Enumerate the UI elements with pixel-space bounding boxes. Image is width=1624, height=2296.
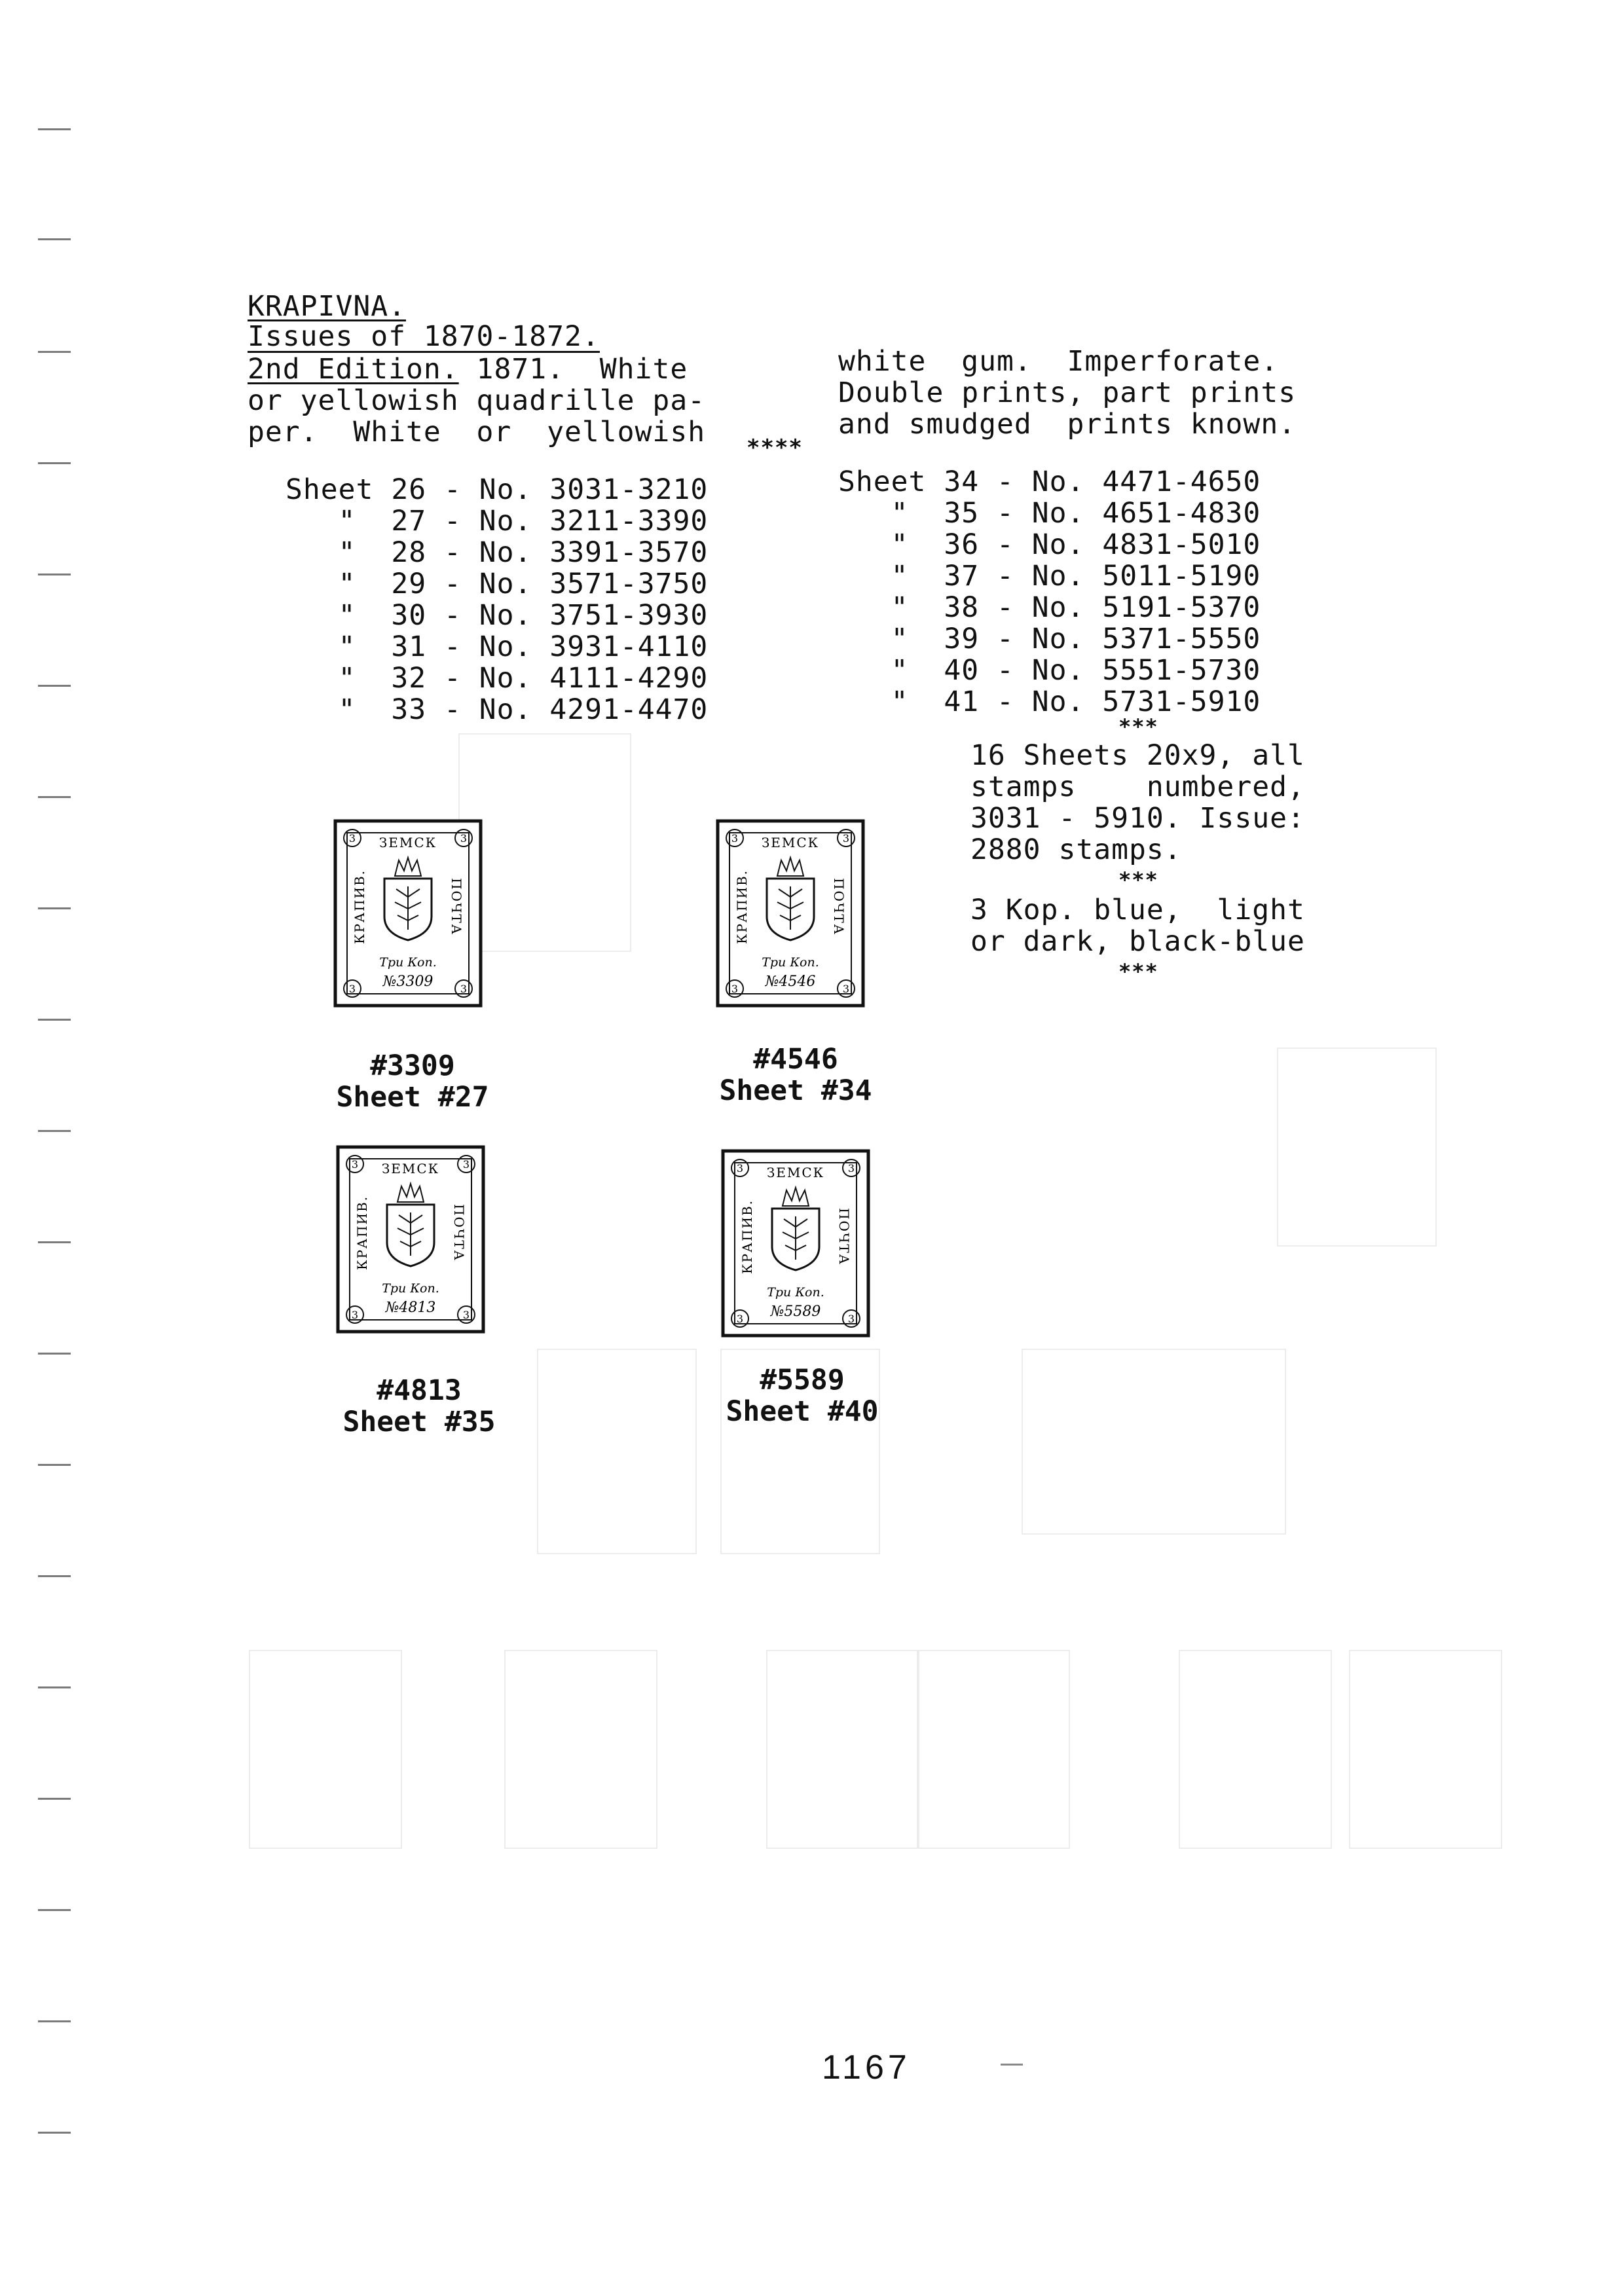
stamp-svg [333,818,483,1008]
stamp-right-text: ПОЧТА [449,878,464,936]
margin-tick [38,1464,71,1466]
margin-tick [38,1019,71,1021]
stamp-sheet: Sheet #40 [726,1395,879,1428]
corner-digit: 3 [842,832,850,845]
sheet-row: " 28 - No. 3391-3570 [286,536,709,569]
sheet-row: " 41 - No. 5731-5910 [838,685,1261,718]
summary-line: 3031 - 5910. Issue: [970,802,1305,835]
stamp-image-3 [335,1144,486,1337]
stamp-top-text: ЗЕМСК [761,835,820,850]
margin-tick [38,1798,71,1800]
ghost-stamp [917,1650,1070,1849]
ghost-stamp [766,1650,919,1849]
stamp-svg [335,1144,486,1334]
ghost-stamp [1277,1048,1437,1247]
stamp-number: #4546 [753,1043,838,1076]
sheet-list-right [838,466,1261,718]
page-title: KRAPIVNA. [248,290,406,323]
corner-digit: 3 [351,1158,359,1171]
summary-line: stamps numbered, [970,771,1305,803]
margin-tick [38,2020,71,2022]
stamp-left-text: КРАПИВ. [734,869,750,945]
stamp-value-text: Три Коп. [762,955,819,970]
corner-digit: 3 [348,832,356,845]
stamp-value-text: Три Коп. [379,955,437,970]
edition-label: 2nd Edition. [248,353,459,386]
corner-digit: 3 [731,832,739,845]
margin-tick [38,574,71,575]
sheet-row: " 30 - No. 3751-3930 [286,599,709,632]
margin-tick [38,1130,71,1132]
margin-tick [38,2132,71,2134]
sheet-row: " 38 - No. 5191-5370 [838,591,1261,624]
corner-digit: 3 [460,832,468,845]
summary-line: 16 Sheets 20x9, all [970,739,1305,772]
margin-tick [38,128,71,130]
stamp-handwritten-number: №4546 [765,974,816,990]
corner-digit: 3 [460,983,468,995]
stamp-handwritten-number: №3309 [382,974,434,990]
desc-right-3: and smudged prints known. [838,408,1297,441]
color-note [970,894,1305,957]
color-line: or dark, black-blue [970,925,1305,958]
margin-tick [38,685,71,687]
stamp-left-text: КРАПИВ. [354,1195,370,1271]
stamp-image-2 [715,818,866,1011]
page-dash [1001,2064,1023,2066]
stamp-handwritten-number: №4813 [385,1300,436,1316]
stamp-number: #5589 [760,1364,845,1396]
margin-tick [38,351,71,353]
ghost-stamp [1022,1349,1286,1535]
ghost-stamp [1349,1650,1502,1849]
stamp-value-text: Три Коп. [767,1285,824,1300]
margin-tick [38,907,71,909]
stamp-top-text: ЗЕМСК [378,835,437,850]
separator-stars: *** [1118,959,1158,984]
margin-tick [38,796,71,798]
ghost-stamp [458,733,631,952]
stamp-sheet: Sheet #34 [719,1074,872,1107]
margin-tick [38,1575,71,1577]
separator-stars: **** [747,435,803,461]
stamp-svg [715,818,866,1008]
stamp-left-text: КРАПИВ. [739,1199,755,1275]
stamp-right-text: ПОЧТА [831,878,847,936]
sheet-row: " 39 - No. 5371-5550 [838,623,1261,655]
color-line: 3 Kop. blue, light [970,894,1305,926]
stamp-right-text: ПОЧТА [836,1208,852,1266]
stamp-top-text: ЗЕМСК [381,1161,440,1176]
corner-digit: 3 [736,1313,744,1325]
stamp-right-text: ПОЧТА [451,1204,467,1262]
stamp-svg [720,1148,871,1338]
margin-tick [38,1241,71,1243]
summary-block [970,740,1305,866]
sheet-row: " 40 - No. 5551-5730 [838,654,1261,687]
margin-tick [38,1686,71,1688]
stamp-sheet: Sheet #35 [342,1406,496,1438]
ghost-stamp [504,1650,657,1849]
separator-stars: *** [1118,714,1158,739]
margin-tick [38,238,71,240]
corner-digit: 3 [731,983,739,995]
corner-digit: 3 [462,1309,470,1321]
sheet-row: " 32 - No. 4111-4290 [286,662,709,695]
ghost-stamp [537,1349,697,1554]
stamp-number: #3309 [370,1049,455,1082]
desc-right-1: white gum. Imperforate. [838,345,1279,378]
separator-stars: *** [1118,867,1158,892]
stamp-image-4 [720,1148,871,1341]
summary-line: 2880 stamps. [970,833,1182,866]
sheet-row: " 31 - No. 3931-4110 [286,630,709,663]
edition-line [248,354,688,385]
page-number: 1167 [822,2049,911,2086]
margin-tick [38,1353,71,1355]
stamp-sheet: Sheet #27 [336,1081,489,1114]
corner-digit: 3 [351,1309,359,1321]
ghost-stamp [1179,1650,1332,1849]
desc-line-3: per. White or yellowish [248,416,706,448]
sheet-row: " 36 - No. 4831-5010 [838,528,1261,561]
edition-desc: 1871. White [458,353,688,386]
stamp-number: #4813 [377,1374,462,1407]
corner-digit: 3 [847,1162,855,1175]
stamp-top-text: ЗЕМСК [766,1165,825,1180]
issues-line: Issues of 1870-1872. [248,320,600,353]
sheet-row: Sheet 34 - No. 4471-4650 [838,465,1261,498]
sheet-row: " 29 - No. 3571-3750 [286,568,709,600]
stamp-value-text: Три Коп. [382,1281,439,1296]
sheet-row: Sheet 26 - No. 3031-3210 [286,473,709,506]
corner-digit: 3 [847,1313,855,1325]
sheet-row: " 35 - No. 4651-4830 [838,497,1261,530]
corner-digit: 3 [348,983,356,995]
sheet-row: " 37 - No. 5011-5190 [838,560,1261,592]
corner-digit: 3 [736,1162,744,1175]
sheet-row: " 33 - No. 4291-4470 [286,693,709,726]
corner-digit: 3 [842,983,850,995]
stamp-image-1 [333,818,483,1011]
stamp-handwritten-number: №5589 [770,1303,821,1320]
margin-tick [38,462,71,464]
desc-right-2: Double prints, part prints [838,376,1297,409]
margin-tick [38,1909,71,1911]
ghost-stamp [249,1650,402,1849]
desc-line-2: or yellowish quadrille pa- [248,384,706,417]
sheet-row: " 27 - No. 3211-3390 [286,505,709,538]
stamp-left-text: КРАПИВ. [352,869,367,945]
sheet-list-left [286,474,708,725]
corner-digit: 3 [462,1158,470,1171]
